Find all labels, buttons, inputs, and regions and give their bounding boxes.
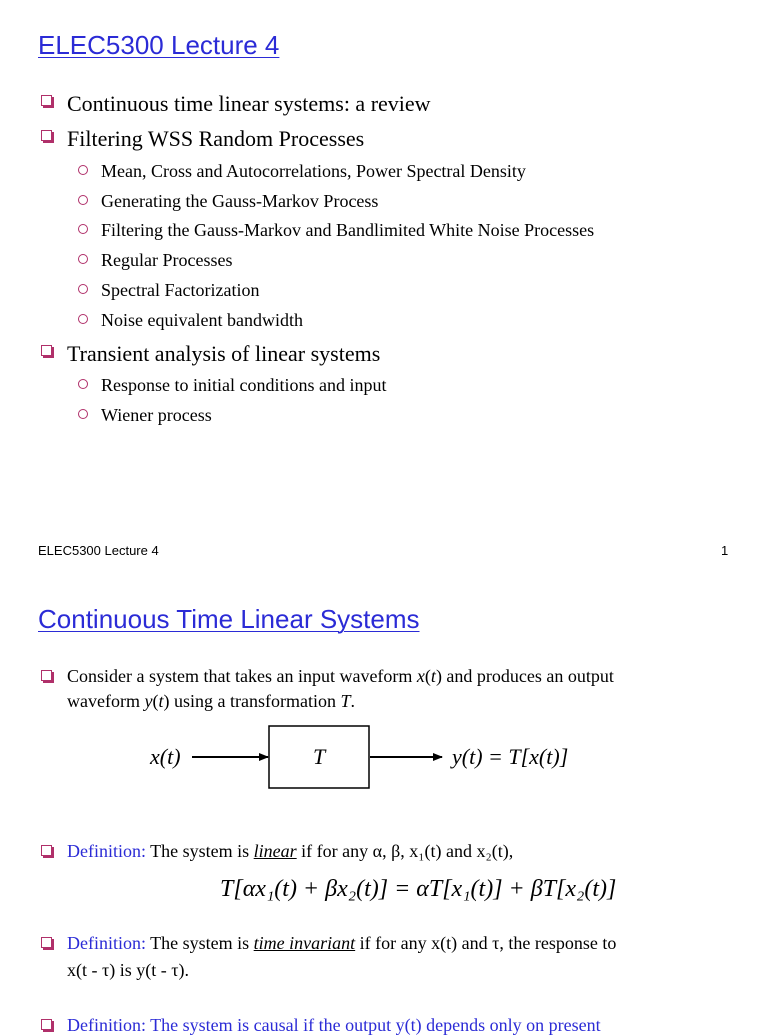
paragraph-line	[67, 692, 355, 710]
square-bullet-icon	[41, 345, 52, 356]
sub-bullet-item: Wiener process	[101, 405, 212, 425]
circle-bullet-icon	[78, 254, 88, 264]
square-bullet-icon	[41, 1019, 52, 1030]
text-run: (	[152, 691, 159, 711]
sub-bullet-item: Response to initial conditions and input	[101, 375, 387, 395]
text-run: ) using a transformation	[163, 691, 341, 711]
circle-bullet-icon	[78, 379, 88, 389]
bullet-item: Continuous time linear systems: a review	[67, 91, 431, 116]
circle-bullet-icon	[78, 165, 88, 175]
variable-t: t	[430, 666, 436, 686]
slide2-title: Continuous Time Linear Systems	[38, 604, 420, 634]
sub-bullet-item: Noise equivalent bandwidth	[101, 310, 303, 330]
page-number: 1	[721, 543, 729, 558]
diagram-input-label: x(t)	[150, 744, 181, 769]
system-block-label: T	[313, 744, 326, 769]
circle-bullet-icon	[78, 314, 88, 324]
definition-line-partial: Definition: The system is causal if the output y(t) depends only on present	[67, 1015, 601, 1035]
text-run: waveform	[67, 691, 145, 711]
definition-label: Definition:	[67, 841, 146, 861]
circle-bullet-icon	[78, 409, 88, 419]
sub-bullet-item: Filtering the Gauss-Markov and Bandlimited White Noise Processes	[101, 220, 595, 240]
bullet-item: Filtering WSS Random Processes	[67, 126, 365, 151]
term-time-invariant: time invariant	[253, 933, 356, 953]
definition-label: Definition:	[67, 933, 146, 953]
variable-y: y	[144, 691, 153, 711]
definition-line: x(t - τ) is y(t - τ).	[67, 960, 189, 980]
text-run: The system is	[146, 933, 254, 953]
text-run: if for any x(t) and τ, the response to	[355, 933, 617, 953]
square-bullet-icon	[41, 95, 52, 106]
text-run: .	[350, 691, 355, 711]
footer-title: ELEC5300 Lecture 4	[38, 543, 159, 558]
circle-bullet-icon	[78, 224, 88, 234]
slide1-title: ELEC5300 Lecture 4	[38, 30, 280, 60]
sub-bullet-item: Generating the Gauss-Markov Process	[101, 191, 379, 211]
sub-bullet-item: Regular Processes	[101, 250, 233, 270]
text-run: ) and produces an output	[435, 666, 614, 686]
square-bullet-icon	[41, 130, 52, 141]
circle-bullet-icon	[78, 195, 88, 205]
text-run: The system is	[146, 841, 254, 861]
variable-x: x	[416, 666, 425, 686]
diagram-output-label: y(t) = T[x(t)]	[452, 744, 569, 769]
definition-line	[67, 842, 513, 860]
square-bullet-icon	[41, 845, 52, 856]
text-run: if for any α, β, x₁(t) and x₂(t),	[296, 841, 514, 861]
text-run: Consider a system that takes an input waveform	[67, 666, 417, 686]
variable-T: T	[340, 691, 351, 711]
sub-bullet-item: Mean, Cross and Autocorrelations, Power Spectral Density	[101, 161, 526, 181]
square-bullet-icon	[41, 670, 52, 681]
sub-bullet-item: Spectral Factorization	[101, 280, 260, 300]
text-run: (	[424, 666, 431, 686]
linearity-equation: T[αx₁(t) + βx₂(t)] = αT[x₁(t)] + βT[x₂(t)]	[220, 876, 617, 902]
bullet-item: Transient analysis of linear systems	[67, 341, 381, 366]
term-linear: linear	[253, 841, 297, 861]
circle-bullet-icon	[78, 284, 88, 294]
system-block-diagram	[0, 720, 768, 800]
paragraph-line	[67, 667, 614, 685]
definition-line	[67, 934, 616, 952]
variable-t: t	[158, 691, 164, 711]
square-bullet-icon	[41, 937, 52, 948]
